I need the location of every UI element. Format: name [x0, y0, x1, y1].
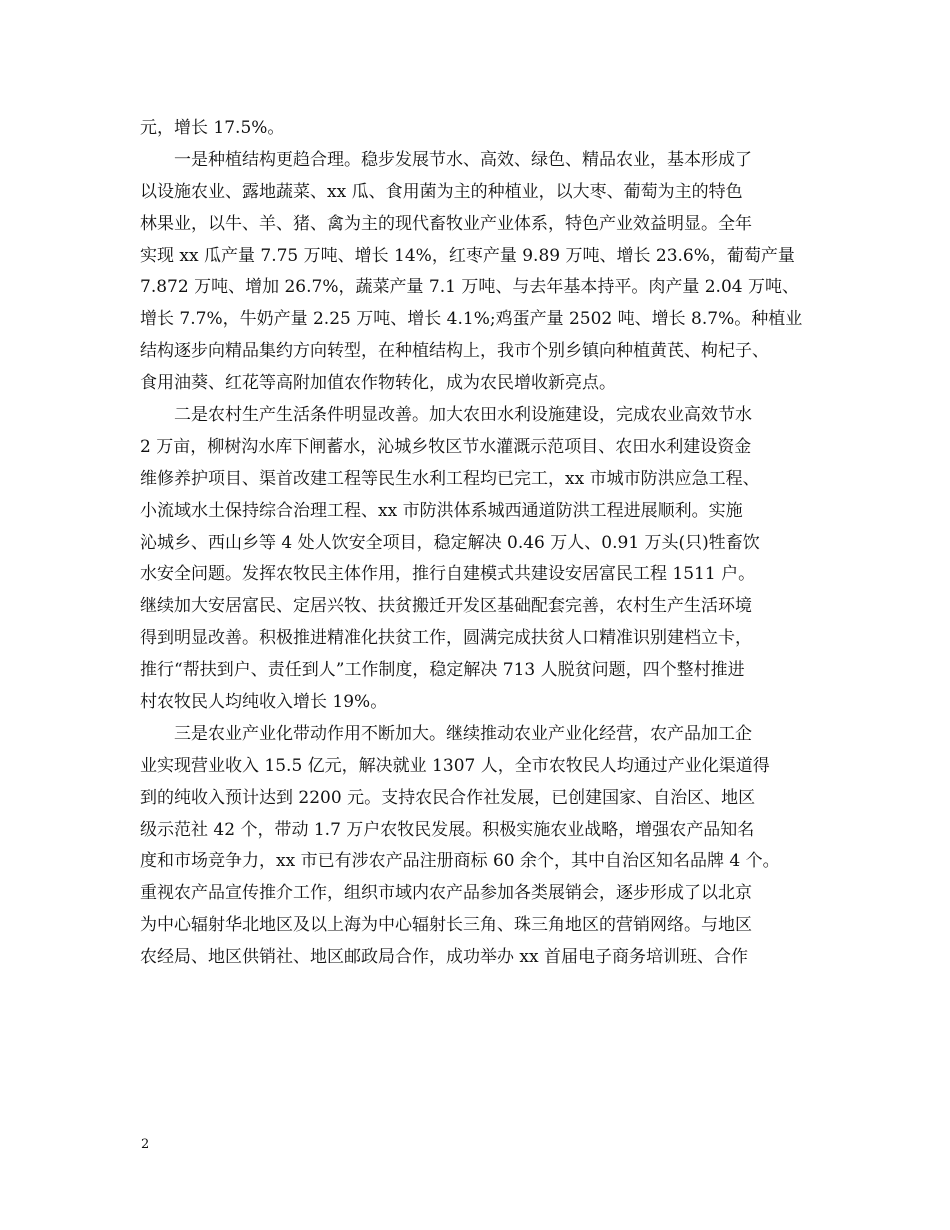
text-line: 以设施农业、露地蔬菜、xx 瓜、食用菌为主的种植业，以大枣、葡萄为主的特色	[140, 181, 743, 202]
text-line: 元，增长 17.5%。	[140, 118, 285, 138]
text-line: 林果业，以牛、羊、猪、禽为主的现代畜牧业产业体系，特色产业效益明显。全年	[140, 213, 752, 234]
text-line: 7.872 万吨、增加 26.7%，蔬菜产量 7.1 万吨、与去年基本持平。肉产量 2.04 万吨、	[140, 277, 799, 298]
text-line: 度和市场竞争力，xx 市已有涉农产品注册商标 60 余个，其中自治区知名品牌 4 个。	[140, 851, 780, 872]
text-line: 维修养护项目、渠首改建工程等民生水利工程均已完工，xx 市城市防洪应急工程、	[140, 468, 760, 489]
text-line: 结构逐步向精品集约方向转型，在种植结构上，我市个别乡镇向种植黄芪、枸杞子、	[140, 341, 769, 362]
text-line: 农经局、地区供销社、地区邮政局合作，成功举办 xx 首届电子商务培训班、合作	[140, 947, 748, 968]
text-line: 食用油葵、红花等高附加值农作物转化，成为农民增收新亮点。	[140, 373, 616, 394]
text-line: 到的纯收入预计达到 2200 元。支持农民合作社发展，已创建国家、自治区、地区	[140, 787, 756, 808]
paragraph-start-line: 一是种植结构更趋合理。稳步发展节水、高效、绿色、精品农业，基本形成了	[174, 149, 752, 170]
text-line: 业实现营业收入 15.5 亿元，解决就业 1307 人，全市农牧民人均通过产业化渠道得	[140, 755, 770, 776]
text-line: 增长 7.7%，牛奶产量 2.25 万吨、增长 4.1%;鸡蛋产量 2502 吨、增长 8.7%。种植业	[140, 309, 803, 330]
body-text	[140, 113, 818, 974]
text-line: 得到明显改善。积极推进精准化扶贫工作，圆满完成扶贫人口精准识别建档立卡，	[140, 628, 752, 649]
text-line: 沁城乡、西山乡等 4 处人饮安全项目，稳定解决 0.46 万人、0.91 万头(只)牲畜饮	[140, 532, 760, 553]
text-line: 继续加大安居富民、定居兴牧、扶贫搬迁开发区基础配套完善，农村生产生活环境	[140, 596, 752, 617]
text-line: 推行“帮扶到户、责任到人”工作制度，稳定解决 713 人脱贫问题，四个整村推进	[140, 660, 745, 681]
text-line: 为中心辐射华北地区及以上海为中心辐射长三角、珠三角地区的营销网络。与地区	[140, 915, 752, 936]
text-line: 实现 xx 瓜产量 7.75 万吨、增长 14%，红枣产量 9.89 万吨、增长 23.6%，葡萄产量	[140, 245, 795, 266]
text-line: 2 万亩，柳树沟水库下闸蓄水，沁城乡牧区节水灌溉示范项目、农田水利建设资金	[140, 436, 752, 457]
text-line: 级示范社 42 个，带动 1.7 万户农牧民发展。积极实施农业战略，增强农产品知名	[140, 819, 755, 840]
paragraph-start-line: 二是农村生产生活条件明显改善。加大农田水利设施建设，完成农业高效节水	[174, 405, 752, 426]
text-line: 水安全问题。发挥农牧民主体作用，推行自建模式共建设安居富民工程 1511 户。	[140, 564, 756, 585]
text-line: 村农牧民人均纯收入增长 19%。	[140, 692, 388, 713]
paragraph-start-line: 三是农业产业化带动作用不断加大。继续推动农业产业化经营，农产品加工企	[174, 723, 752, 744]
page-number: 2	[141, 1137, 150, 1152]
text-line: 小流域水土保持综合治理工程、xx 市防洪体系城西通道防洪工程进展顺利。实施	[140, 500, 743, 521]
text-line: 重视农产品宣传推介工作，组织市域内农产品参加各类展销会，逐步形成了以北京	[140, 883, 752, 904]
